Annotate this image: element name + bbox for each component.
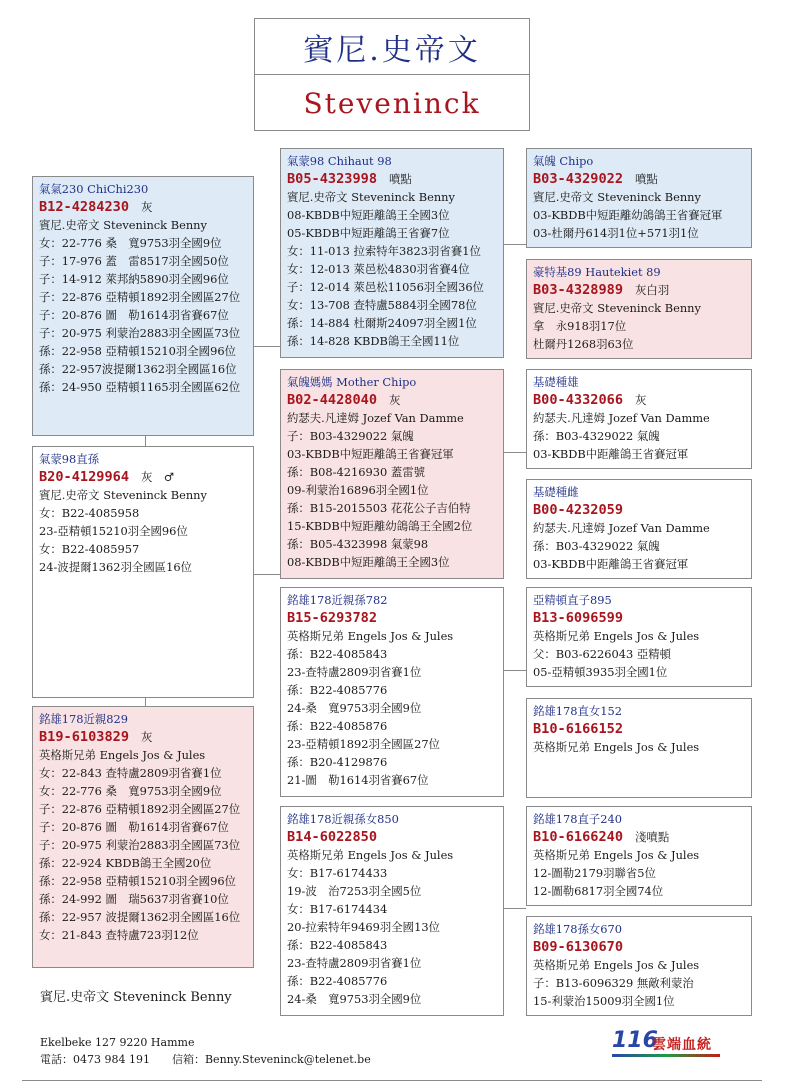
pedigree-card-granddam-dam-side xyxy=(280,806,504,1016)
ring-number: B13-6096599 xyxy=(533,610,624,626)
achievement-line: 03-KBDB中距離鴿王省賽冠軍 xyxy=(533,557,689,571)
breeder: 賓尼.史帝文 Steveninck Benny xyxy=(39,218,207,232)
card-name: 銘雄178近親829 xyxy=(39,712,129,726)
pedigree-card-subject xyxy=(32,446,254,698)
contact-block xyxy=(40,1034,371,1068)
achievement-line: 孫：B05-4323998 氣蒙98 xyxy=(287,537,429,551)
logo-text: 雲端血統 xyxy=(652,1037,712,1053)
achievement-line: 杜爾丹1268羽63位 xyxy=(533,337,634,351)
breeder: 賓尼.史帝文 Steveninck Benny xyxy=(39,488,207,502)
connector xyxy=(504,452,526,453)
ring-number: B02-4428040 灰 xyxy=(287,392,401,408)
pedigree-header xyxy=(254,18,530,131)
achievement-line: 19-波 治7253羽全國5位 xyxy=(287,884,422,898)
pedigree-card-ggsire-2 xyxy=(526,369,752,469)
achievement-line: 孫：B22-4085776 xyxy=(287,974,388,988)
pedigree-card-ggdam-2 xyxy=(526,479,752,579)
breeder: 英格斯兄弟 Engels Jos & Jules xyxy=(533,848,700,862)
card-name: 銘雄178直女152 xyxy=(533,704,623,718)
ring-number: B10-6166240 淺噴點 xyxy=(533,829,670,845)
achievement-line: 孫：B22-4085843 xyxy=(287,647,388,661)
achievement-line: 孫：22-957 波提爾1362羽全國區16位 xyxy=(39,910,241,924)
pedigree-card-dam xyxy=(32,706,254,968)
logo-number: 116 xyxy=(612,1028,658,1053)
breeder: 賓尼.史帝文 Steveninck Benny xyxy=(533,190,701,204)
achievement-line: 子：12-014 萊邑松11056羽全國36位 xyxy=(287,280,484,294)
pedigree-card-ggsire-4 xyxy=(526,806,752,906)
breeder: 賓尼.史帝文 Steveninck Benny xyxy=(533,301,701,315)
achievement-line: 孫：B20-4129876 xyxy=(287,755,388,769)
achievement-line: 拿 永918羽17位 xyxy=(533,319,627,333)
achievement-line: 子：14-912 萊邦納5890羽全國96位 xyxy=(39,272,229,286)
achievement-line: 03-KBDB中短距離鴿王省賽冠軍 xyxy=(287,447,454,461)
pedigree-card-ggdam-4 xyxy=(526,916,752,1016)
achievement-line: 24-波提爾1362羽全國區16位 xyxy=(39,560,192,574)
breeder: 英格斯兄弟 Engels Jos & Jules xyxy=(533,958,700,972)
connector xyxy=(504,908,526,909)
achievement-line: 03-KBDB中距離鴿王省賽冠軍 xyxy=(533,447,689,461)
achievement-line: 05-KBDB中短距離鴿王省賽7位 xyxy=(287,226,450,240)
achievement-line: 女：13-708 查特盧5884羽全國78位 xyxy=(287,298,477,312)
achievement-line: 09-利蒙治16896羽全國1位 xyxy=(287,483,429,497)
achievement-line: 24-桑 寬9753羽全國9位 xyxy=(287,701,422,715)
logo-underline xyxy=(612,1054,720,1057)
breeder: 英格斯兄弟 Engels Jos & Jules xyxy=(533,629,700,643)
ring-number: B00-4232059 xyxy=(533,502,624,518)
connector xyxy=(145,698,146,706)
achievement-line: 孫：B22-4085776 xyxy=(287,683,388,697)
achievement-line: 女：22-843 查特盧2809羽省賽1位 xyxy=(39,766,222,780)
connector xyxy=(145,436,146,446)
achievement-line: 子：17-976 蓋 雷8517羽全國50位 xyxy=(39,254,229,268)
achievement-line: 08-KBDB中短距離鴿王全國3位 xyxy=(287,555,450,569)
pedigree-card-ggdam-1 xyxy=(526,259,752,359)
achievement-line: 12-圖勒2179羽聯省5位 xyxy=(533,866,656,880)
ring-number: B15-6293782 xyxy=(287,610,378,626)
achievement-line: 孫：14-884 杜爾斯24097羽全國1位 xyxy=(287,316,477,330)
pedigree-card-ggdam-3 xyxy=(526,698,752,798)
card-name: 銘雄178近親孫女850 xyxy=(287,812,399,826)
card-name: 豪特基89 Hautekiet 89 xyxy=(533,265,661,279)
address: Ekelbeke 127 9220 Hamme xyxy=(40,1036,195,1049)
achievement-line: 23-查特盧2809羽省賽1位 xyxy=(287,956,422,970)
ring-number: B09-6130670 xyxy=(533,939,624,955)
footer-owner: 賓尼.史帝文 Steveninck Benny xyxy=(40,990,232,1005)
breeder: 英格斯兄弟 Engels Jos & Jules xyxy=(39,748,206,762)
ring-number: B19-6103829 灰 xyxy=(39,729,153,745)
card-name: 亞精頓直子895 xyxy=(533,593,612,607)
achievement-line: 23-亞精頓15210羽全國96位 xyxy=(39,524,188,538)
achievement-line: 女：12-013 萊邑松4830羽省賽4位 xyxy=(287,262,470,276)
breeder: 約瑟夫.凡達姆 Jozef Van Damme xyxy=(533,521,710,535)
achievement-line: 21-圖 勒1614羽省賽67位 xyxy=(287,773,429,787)
achievement-line: 孫：B22-4085876 xyxy=(287,719,388,733)
pedigree-card-ggsire-3 xyxy=(526,587,752,687)
achievement-line: 孫：22-958 亞精頓15210羽全國96位 xyxy=(39,344,236,358)
achievement-line: 子：22-876 亞精頓1892羽全國區27位 xyxy=(39,290,241,304)
achievement-line: 子：20-876 圖 勒1614羽省賽67位 xyxy=(39,308,229,322)
achievement-line: 孫：B08-4216930 蓋雷號 xyxy=(287,465,426,479)
pedigree-card-sire xyxy=(32,176,254,436)
achievement-line: 父：B03-6226043 亞精頓 xyxy=(533,647,672,661)
achievement-line: 12-圖勒6817羽全國74位 xyxy=(533,884,664,898)
card-name: 基礎種雌 xyxy=(533,485,579,499)
achievement-line: 孫：24-950 亞精頓1165羽全國區62位 xyxy=(39,380,241,394)
achievement-line: 孫：22-924 KBDB鴿王全國20位 xyxy=(39,856,212,870)
achievement-line: 女：B22-4085957 xyxy=(39,542,140,556)
achievement-line: 女：B17-6174433 xyxy=(287,866,388,880)
breeder: 賓尼.史帝文 Steveninck Benny xyxy=(287,190,455,204)
card-name: 銘雄178直子240 xyxy=(533,812,623,826)
achievement-line: 孫：B15-2015503 花花公子吉伯特 xyxy=(287,501,471,515)
title-chinese: 賓尼.史帝文 xyxy=(255,19,529,75)
achievement-line: 子：22-876 亞精頓1892羽全國區27位 xyxy=(39,802,241,816)
achievement-line: 15-KBDB中短距離幼鴿鴿王全國2位 xyxy=(287,519,473,533)
breeder: 英格斯兄弟 Engels Jos & Jules xyxy=(533,740,700,754)
achievement-line: 孫：B22-4085843 xyxy=(287,938,388,952)
achievement-line: 子：B03-4329022 氣魄 xyxy=(287,429,414,443)
connector xyxy=(504,670,526,671)
ring-number: B20-4129964 灰 ♂ xyxy=(39,469,175,485)
achievement-line: 女：22-776 桑 寬9753羽全國9位 xyxy=(39,784,222,798)
achievement-line: 女：11-013 拉索特年3823羽省賽1位 xyxy=(287,244,481,258)
ring-number: B03-4329022 噴點 xyxy=(533,171,658,187)
achievement-line: 子：20-975 利蒙治2883羽全國區73位 xyxy=(39,326,241,340)
achievement-line: 15-利蒙治15009羽全國1位 xyxy=(533,994,675,1008)
connector xyxy=(254,574,280,575)
connector xyxy=(254,346,280,347)
card-name: 銘雄178近親孫782 xyxy=(287,593,388,607)
achievement-line: 03-杜爾丹614羽1位+571羽1位 xyxy=(533,226,699,240)
card-name: 氣魄 Chipo xyxy=(533,154,594,168)
ring-number: B00-4332066 灰 xyxy=(533,392,647,408)
achievement-line: 子：B13-6096329 無敵利蒙治 xyxy=(533,976,694,990)
breeder: 英格斯兄弟 Engels Jos & Jules xyxy=(287,848,454,862)
ring-number: B10-6166152 xyxy=(533,721,624,737)
achievement-line: 子：20-975 利蒙治2883羽全國區73位 xyxy=(39,838,241,852)
achievement-line: 08-KBDB中短距離鴿王全國3位 xyxy=(287,208,450,222)
pedigree-card-granddam xyxy=(280,369,504,579)
achievement-line: 女：B22-4085958 xyxy=(39,506,140,520)
achievement-line: 24-桑 寬9753羽全國9位 xyxy=(287,992,422,1006)
card-name: 基礎種雄 xyxy=(533,375,579,389)
ring-number: B03-4328989 灰白羽 xyxy=(533,282,670,298)
achievement-line: 23-查特盧2809羽省賽1位 xyxy=(287,665,422,679)
card-name: 銘雄178孫女670 xyxy=(533,922,623,936)
achievement-line: 女：B17-6174434 xyxy=(287,902,388,916)
card-name: 氣蒙98直孫 xyxy=(39,452,100,466)
divider xyxy=(22,1080,762,1081)
achievement-line: 05-亞精頓3935羽全國1位 xyxy=(533,665,668,679)
achievement-line: 女：22-776 桑 寬9753羽全國9位 xyxy=(39,236,222,250)
brand-logo xyxy=(612,1030,722,1056)
ring-number: B05-4323998 噴點 xyxy=(287,171,412,187)
pedigree-card-ggsire-1 xyxy=(526,148,752,248)
title-english: Steveninck xyxy=(303,86,481,120)
connector xyxy=(504,244,526,245)
ring-number: B12-4284230 灰 xyxy=(39,199,153,215)
achievement-line: 孫：B03-4329022 氣魄 xyxy=(533,429,660,443)
achievement-line: 孫：B03-4329022 氣魄 xyxy=(533,539,660,553)
breeder: 英格斯兄弟 Engels Jos & Jules xyxy=(287,629,454,643)
breeder: 約瑟夫.凡達姆 Jozef Van Damme xyxy=(533,411,710,425)
achievement-line: 20-拉索特年9469羽全國13位 xyxy=(287,920,440,934)
pedigree-card-grandsire-dam-side xyxy=(280,587,504,797)
ring-number: B14-6022850 xyxy=(287,829,378,845)
achievement-line: 孫：14-828 KBDB鴿王全國11位 xyxy=(287,334,460,348)
achievement-line: 子：20-876 圖 勒1614羽省賽67位 xyxy=(39,820,229,834)
phone-email: 電話：0473 984 191 信箱：Benny.Steveninck@telenet.be xyxy=(40,1053,371,1066)
card-name: 氣魄媽媽 Mother Chipo xyxy=(287,375,417,389)
achievement-line: 孫：24-992 圖 瑞5637羽省賽10位 xyxy=(39,892,229,906)
achievement-line: 孫：22-958 亞精頓15210羽全國96位 xyxy=(39,874,236,888)
card-name: 氣氣230 ChiChi230 xyxy=(39,182,149,196)
breeder: 約瑟夫.凡達姆 Jozef Van Damme xyxy=(287,411,464,425)
achievement-line: 23-亞精頓1892羽全國區27位 xyxy=(287,737,440,751)
achievement-line: 03-KBDB中短距離幼鴿鴿王省賽冠軍 xyxy=(533,208,723,222)
card-name: 氣蒙98 Chihaut 98 xyxy=(287,154,392,168)
pedigree-card-grandsire xyxy=(280,148,504,358)
achievement-line: 女：21-843 查特盧723羽12位 xyxy=(39,928,199,942)
achievement-line: 孫：22-957波提爾1362羽全國區16位 xyxy=(39,362,237,376)
card-lines xyxy=(39,234,248,396)
